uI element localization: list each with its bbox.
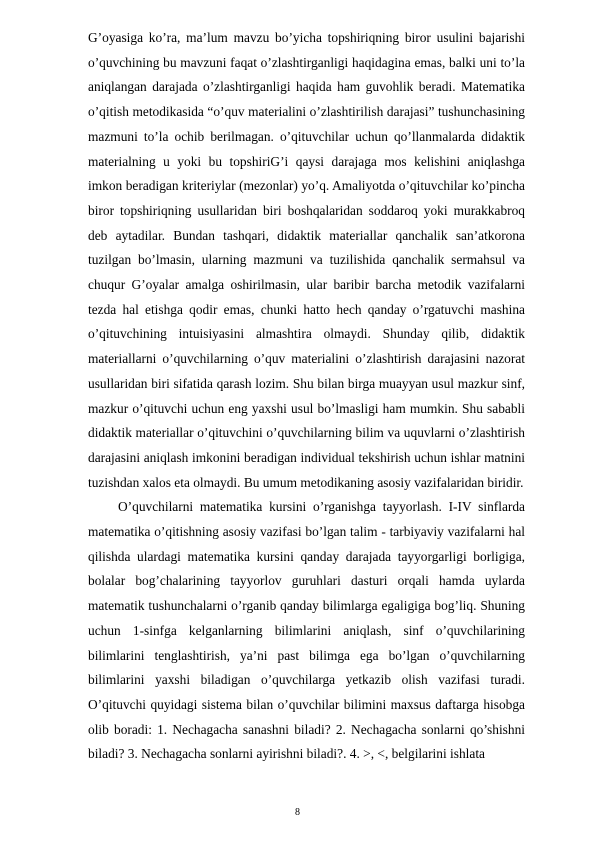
document-page — [88, 26, 525, 767]
page-number: 8 — [295, 807, 300, 818]
body-paragraph-1: G’oyasiga ko’ra, ma’lum mavzu bo’yicha topshiriqning biror usulini bajarishi o’quvchining bu mavzuni faqat o’zlashtirganligi haqidagina emas, balki uni to’la aniqlangan darajada o’zlashtirganligi haqida ham guvohlik beradi. Matematika o’qitish metodikasida “o’quv materialini o’zlashtirilish darajasi” tushunchasining mazmuni to’la ochib berilmagan. o’qituvchilar uchun qo’llanmalarda didaktik materialning u yoki bu topshiriG’i qaysi darajaga mos kelishini aniqlashga imkon beradigan kriteriylar (mezonlar) yo’q. Amaliyotda o’qituvchilar ko’pincha biror topshiriqning usullaridan biri boshqalaridan soddaroq yoki murakkabroq deb aytadilar. Bundan tashqari, didaktik materiallar qanchalik san’atkorona tuzilgan bo’lmasin, ularning mazmuni va tuzilishida qanchalik sermahsul va chuqur G’oyalar amalga oshirilmasin, ular baribir barcha metodik vazifalarni tezda hal etishga qodir emas, chunki hatto hech qanday o’rgatuvchi mashina o’qituvchining intuisiyasini almashtira olmaydi. Shunday qilib, didaktik materiallarni o’quvchilarning o’quv materialini o’zlashtirish darajasini nazorat usullaridan biri sifatida qarash lozim. Shu bilan birga muayyan usul mazkur sinf, mazkur o’qituvchi uchun eng yaxshi usul bo’lmasligi ham mumkin. Shu sababli didaktik materiallar o’qituvchini o’quvchilarning bilim va uquvlarni o’zlashtirish darajasini aniqlash imkonini beradigan individual tekshirish uchun ishlar matnini tuzishdan xalos eta olmaydi. Bu umum metodikaning asosiy vazifalaridan biridir. — [88, 30, 525, 490]
body-paragraph-2: O’quvchilarni matematika kursini o’rganishga tayyorlash. I-IV sinflarda matematika o’qitishning asosiy vazifasi bo’lgan talim - tarbiyaviy vazifalarni hal qilishda ulardagi matematika kursini qanday darajada tayyorgarligi borligiga, bolalar bog’chalarining tayyorlov guruhlari dasturi orqali hamda uylarda matematik tushunchalarni o’rganib qanday bilimlarga egaligiga bog’liq. Shuning uchun 1-sinfga kelganlarning bilimlarini aniqlash, sinf o’quvchilarining bilimlarini tenglashtirish, ya’ni past bilimga ega bo’lgan o’quvchilarning bilimlarini yaxshi biladigan o’quvchilarga yetkazib olish vazifasi turadi. O’qituvchi quyidagi sistema bilan o’quvchilar bilimini maxsus daftarga hisobga olib boradi: 1. Nechagacha sanashni biladi? 2. Nechagacha sonlarni qo’shishni biladi? 3. Nechagacha sonlarni ayirishni biladi?. 4. >, <, belgilarini ishlata — [88, 499, 525, 762]
